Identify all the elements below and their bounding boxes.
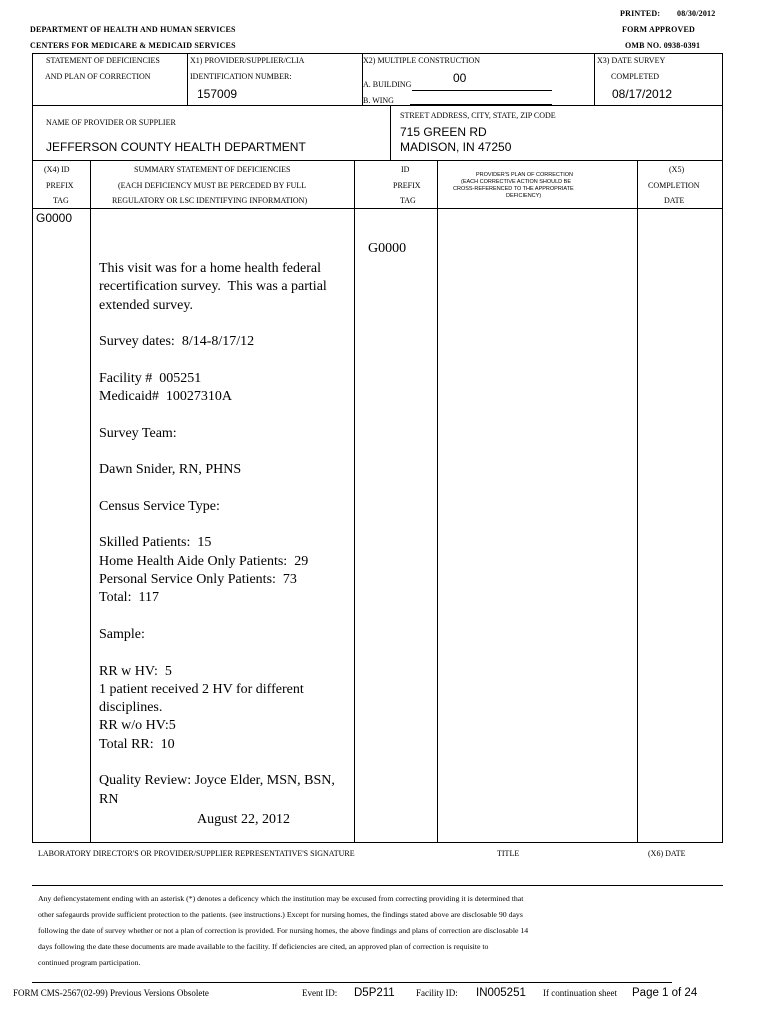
department-name: DEPARTMENT OF HEALTH AND HUMAN SERVICES: [30, 25, 236, 34]
x3-label-2: COMPLETED: [611, 72, 659, 81]
disclaimer-divider: [32, 885, 723, 886]
body-line: [99, 443, 335, 461]
col-id-line-1: ID: [401, 165, 410, 174]
address-line-2: MADISON, IN 47250: [400, 140, 512, 154]
body-line: RR w/o HV:5: [99, 718, 176, 734]
continuation-label: If continuation sheet: [543, 988, 617, 998]
body-line: Total RR: 10: [99, 736, 175, 752]
body-line: [99, 644, 335, 662]
body-line: [99, 406, 335, 424]
body-line: Home Health Aide Only Patients: 29: [99, 553, 309, 569]
page-number: Page 1 of 24: [632, 987, 698, 999]
address-label: STREET ADDRESS, CITY, STATE, ZIP CODE: [400, 111, 556, 120]
centers-name: CENTERS FOR MEDICARE & MEDICAID SERVICES: [30, 41, 236, 50]
body-line: RR w HV: 5: [99, 663, 172, 679]
body-line: Facility # 005251: [99, 370, 202, 386]
disclaimer-line: days following the date these documents are made available to the facility. If deficiencies are cited, an approved plan of correction is requisite to: [38, 942, 489, 951]
signature-label: LABORATORY DIRECTOR'S OR PROVIDER/SUPPLIER REPRESENTATIVE'S SIGNATURE: [38, 849, 355, 858]
body-line: Survey Team:: [99, 425, 177, 441]
prefix-tag-right: G0000: [368, 241, 407, 256]
body-line: disciplines.: [99, 700, 163, 716]
summary-statement-body: [99, 260, 335, 809]
x1-label-2: IDENTIFICATION NUMBER:: [190, 72, 292, 81]
title-label: TITLE: [497, 849, 520, 858]
col-id-line-2: PREFIX: [393, 181, 421, 190]
body-line: [99, 351, 335, 369]
printed-date: 08/30/2012: [677, 9, 716, 18]
col-plan-line-3: CROSS-REFERENCED TO THE APPROPRIATE: [453, 186, 574, 192]
disclaimer-line: other safegaurds provide sufficient protection to the patients. (see instructions.) Except for nursing homes, the findings stated above are disclosable 90 days: [38, 910, 523, 919]
printed-label: PRINTED:: [620, 9, 661, 18]
body-line: Dawn Snider, RN, PHNS: [99, 462, 242, 478]
statement-label-2: AND PLAN OF CORRECTION: [45, 72, 151, 81]
provider-id-value: 157009: [197, 87, 238, 101]
col-x4-line-3: TAG: [53, 196, 69, 205]
x1-label-1: X1) PROVIDER/SUPPLIER/CLIA: [190, 56, 305, 65]
survey-date-value: 08/17/2012: [612, 87, 673, 101]
col-plan-line-1: PROVIDER'S PLAN OF CORRECTION: [476, 172, 574, 178]
col-x5-line-1: (X5): [669, 165, 685, 174]
body-line: extended survey.: [99, 297, 193, 313]
body-line: Sample:: [99, 626, 145, 642]
statement-label-1: STATEMENT OF DEFICIENCIES: [46, 56, 160, 65]
disclaimer-text: [38, 891, 528, 971]
body-line: Quality Review: Joyce Elder, MSN, BSN,: [99, 773, 335, 789]
form-number: FORM CMS-2567(02-99) Previous Versions Obsolete: [13, 988, 209, 998]
col-summary-line-3: REGULATORY OR LSC IDENTIFYING INFORMATION): [112, 196, 308, 205]
body-line: [99, 315, 335, 333]
body-line: Medicaid# 10027310A: [99, 389, 232, 405]
col-summary-line-2: (EACH DEFICIENCY MUST BE PERCEDED BY FULL: [118, 181, 307, 190]
body-line: [99, 608, 335, 626]
body-line: Census Service Type:: [99, 498, 220, 514]
body-line: [99, 754, 335, 772]
body-line: Total: 117: [99, 590, 159, 606]
omb-number: OMB NO. 0938-0391: [625, 41, 701, 50]
building-value: 00: [453, 71, 467, 85]
col-plan-line-2: (EACH CORRECTIVE ACTION SHOULD BE: [461, 179, 572, 185]
summary-statement-date: August 22, 2012: [197, 812, 290, 827]
provider-name-value: JEFFERSON COUNTY HEALTH DEPARTMENT: [46, 140, 306, 154]
body-line: [99, 516, 335, 534]
building-label: A. BUILDING: [363, 80, 412, 89]
disclaimer-line: following the date of survey whether or not a plan of correction is provided. For nursing homes, the above findings and plans of correction are disclosable 14: [38, 926, 529, 935]
body-line: Skilled Patients: 15: [99, 535, 212, 551]
wing-label: B. WING: [363, 96, 394, 105]
body-line: 1 patient received 2 HV for different: [99, 681, 304, 697]
provider-name-label: NAME OF PROVIDER OR SUPPLIER: [46, 118, 176, 127]
footer-divider: [32, 982, 672, 983]
body-line: Survey dates: 8/14-8/17/12: [99, 334, 255, 350]
x3-label-1: X3) DATE SURVEY: [597, 56, 666, 65]
x6-date-label: (X6) DATE: [648, 849, 686, 858]
body-line: RN: [99, 791, 119, 807]
col-x4-line-1: (X4) ID: [44, 165, 70, 174]
body-line: Personal Service Only Patients: 73: [99, 572, 297, 588]
col-x5-line-2: COMPLETION: [648, 181, 700, 190]
col-x5-line-3: DATE: [664, 196, 685, 205]
col-summary-line-1: SUMMARY STATEMENT OF DEFICIENCIES: [134, 165, 291, 174]
prefix-tag-left: G0000: [36, 211, 73, 225]
col-plan-line-4: DEFICIENCY): [506, 193, 542, 199]
body-line: recertification survey. This was a partial: [99, 279, 327, 295]
facility-id-label: Facility ID:: [416, 988, 458, 998]
event-id-value: D5P211: [354, 987, 395, 999]
event-id-label: Event ID:: [302, 988, 338, 998]
col-x4-line-2: PREFIX: [46, 181, 74, 190]
form-approved: FORM APPROVED: [622, 25, 696, 34]
address-line-1: 715 GREEN RD: [400, 125, 487, 139]
body-line: [99, 480, 335, 498]
body-line: This visit was for a home health federal: [99, 261, 321, 276]
facility-id-value: IN005251: [476, 987, 526, 999]
col-id-line-3: TAG: [400, 196, 416, 205]
x2-label: X2) MULTIPLE CONSTRUCTION: [363, 56, 481, 65]
disclaimer-line: Any defiencystatement ending with an asterisk (*) denotes a deficency which the institution may be excused from correcting providing it is determined that: [38, 894, 524, 903]
disclaimer-line: continued program participation.: [38, 958, 141, 967]
